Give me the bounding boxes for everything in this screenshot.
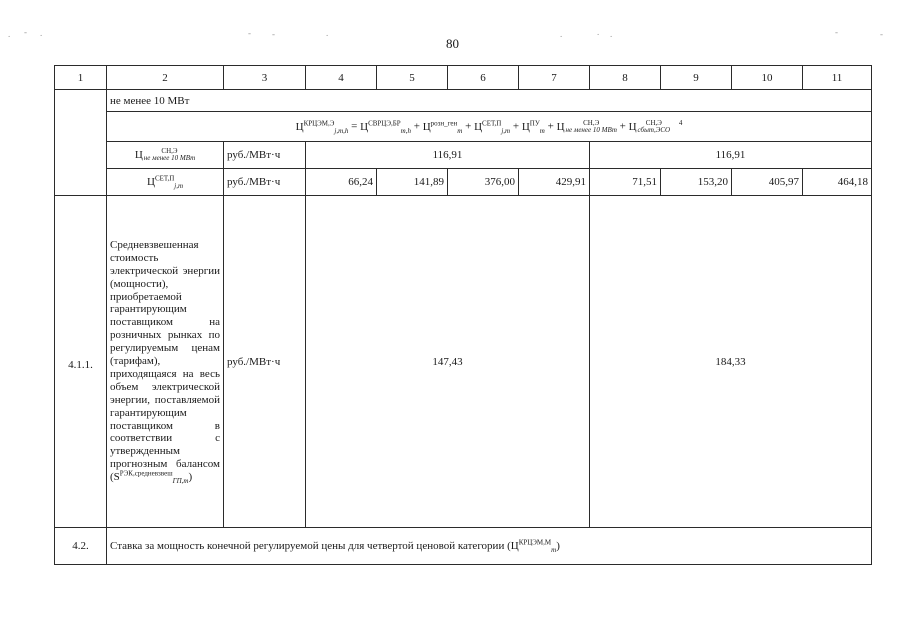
equals-sign: = — [351, 120, 358, 133]
plus-sign: + — [512, 120, 520, 133]
scan-speck: . — [8, 29, 11, 39]
scan-speck: - — [24, 27, 27, 37]
scan-speck: . — [610, 29, 613, 39]
row-description — [107, 196, 224, 528]
footnote-mark: 4 — [678, 118, 683, 127]
formula-term: $Ц^{розн\_ген}_m$ — [422, 118, 463, 135]
value-cell: 66,24 — [306, 169, 377, 196]
formula-term: $Ц^{СВРЦЭ,БР}_{m,h}$ — [360, 118, 411, 135]
unit-cell: руб./МВт·ч — [224, 169, 306, 196]
scan-speck: - — [880, 29, 883, 39]
table-header-row — [55, 66, 872, 90]
column-header: 11 — [803, 66, 872, 90]
unit-cell: руб./МВт·ч — [224, 142, 306, 169]
column-header: 1 — [55, 66, 107, 90]
symbol-s-gp: $(S^{РЭК,средневзвеш}_{ГП,m})$ — [110, 469, 193, 486]
formula-term: Ц СН,Э сбыт,ЭСО — [628, 119, 671, 135]
column-header: 3 — [224, 66, 306, 90]
symbol-cell — [107, 169, 224, 196]
value-cell: 147,43 — [306, 196, 590, 528]
empty-number-cell — [55, 90, 107, 196]
table-row — [55, 112, 872, 142]
table-row — [55, 169, 872, 196]
value-cell: 116,91 — [306, 142, 590, 169]
table-row — [55, 142, 872, 169]
value-cell: 184,33 — [590, 196, 872, 528]
plus-sign: + — [465, 120, 472, 133]
row-number: 4.1.1. — [55, 196, 107, 528]
scan-speck: . — [560, 29, 563, 39]
unit-cell: руб./МВт·ч — [224, 196, 306, 528]
column-header: 4 — [306, 66, 377, 90]
capacity-category-label: не менее 10 МВт — [107, 90, 872, 112]
column-header: 2 — [107, 66, 224, 90]
formula-term: $Ц^{СЕТ,П}_{j,m}$ — [474, 118, 511, 135]
value-cell: 376,00 — [448, 169, 519, 196]
value-cell: 153,20 — [661, 169, 732, 196]
value-cell: 464,18 — [803, 169, 872, 196]
column-header: 6 — [448, 66, 519, 90]
scan-speck: . — [326, 28, 329, 38]
value-cell: 116,91 — [590, 142, 872, 169]
formula-lhs: $Ц^{КРЦЭМ,Э}_{j,m,h}$ — [295, 118, 349, 135]
scan-speck: - — [272, 29, 275, 39]
table-row — [55, 528, 872, 565]
value-cell: 71,51 — [590, 169, 661, 196]
column-header: 7 — [519, 66, 590, 90]
column-header: 8 — [590, 66, 661, 90]
formula-term: Ц СН,Э не менее 10 МВт — [556, 119, 617, 135]
page-number: 80 — [446, 36, 459, 51]
column-header: 9 — [661, 66, 732, 90]
symbol-krcem-m: $(Ц^{КРЦЭМ,М}_m)$ — [507, 538, 560, 555]
value-cell: 141,89 — [377, 169, 448, 196]
column-header: 10 — [732, 66, 803, 90]
plus-sign: + — [619, 120, 626, 133]
scan-speck: . — [597, 27, 600, 37]
scan-speck: - — [248, 28, 251, 38]
symbol-cell — [107, 142, 224, 169]
plus-sign: + — [547, 120, 554, 133]
column-header: 5 — [377, 66, 448, 90]
price-formula — [107, 112, 872, 142]
table-row — [55, 90, 872, 112]
tariff-table — [54, 65, 872, 565]
description-text: Средневзвешенная стоимость электрической энергии (мощности), приобретаемой гарантирующим поставщиком на розничных рынках по регулируемым ценам (тарифам), приходящаяся на весь объем электрической энергии, поставляемой гарантирующим поставщиком в соответствии с утвержденным прогнозным балансом — [110, 238, 220, 471]
value-cell: 405,97 — [732, 169, 803, 196]
symbol-set-p: $Ц^{СЕТ,П}_{j,m}$ — [146, 174, 184, 191]
row-description — [107, 528, 872, 565]
row-number: 4.2. — [55, 528, 107, 565]
plus-sign: + — [413, 120, 420, 133]
formula-term: $Ц^{ПУ}_m$ — [521, 118, 545, 135]
description-text: Ставка за мощность конечной регулируемой цены для четвертой ценовой категории — [110, 540, 505, 552]
table-row — [55, 196, 872, 528]
value-cell: 429,91 — [519, 169, 590, 196]
scan-speck: - — [835, 27, 838, 37]
scan-speck: . — [40, 28, 43, 38]
symbol-sn-e: Ц СН,Э не менее 10 МВт — [134, 147, 196, 162]
